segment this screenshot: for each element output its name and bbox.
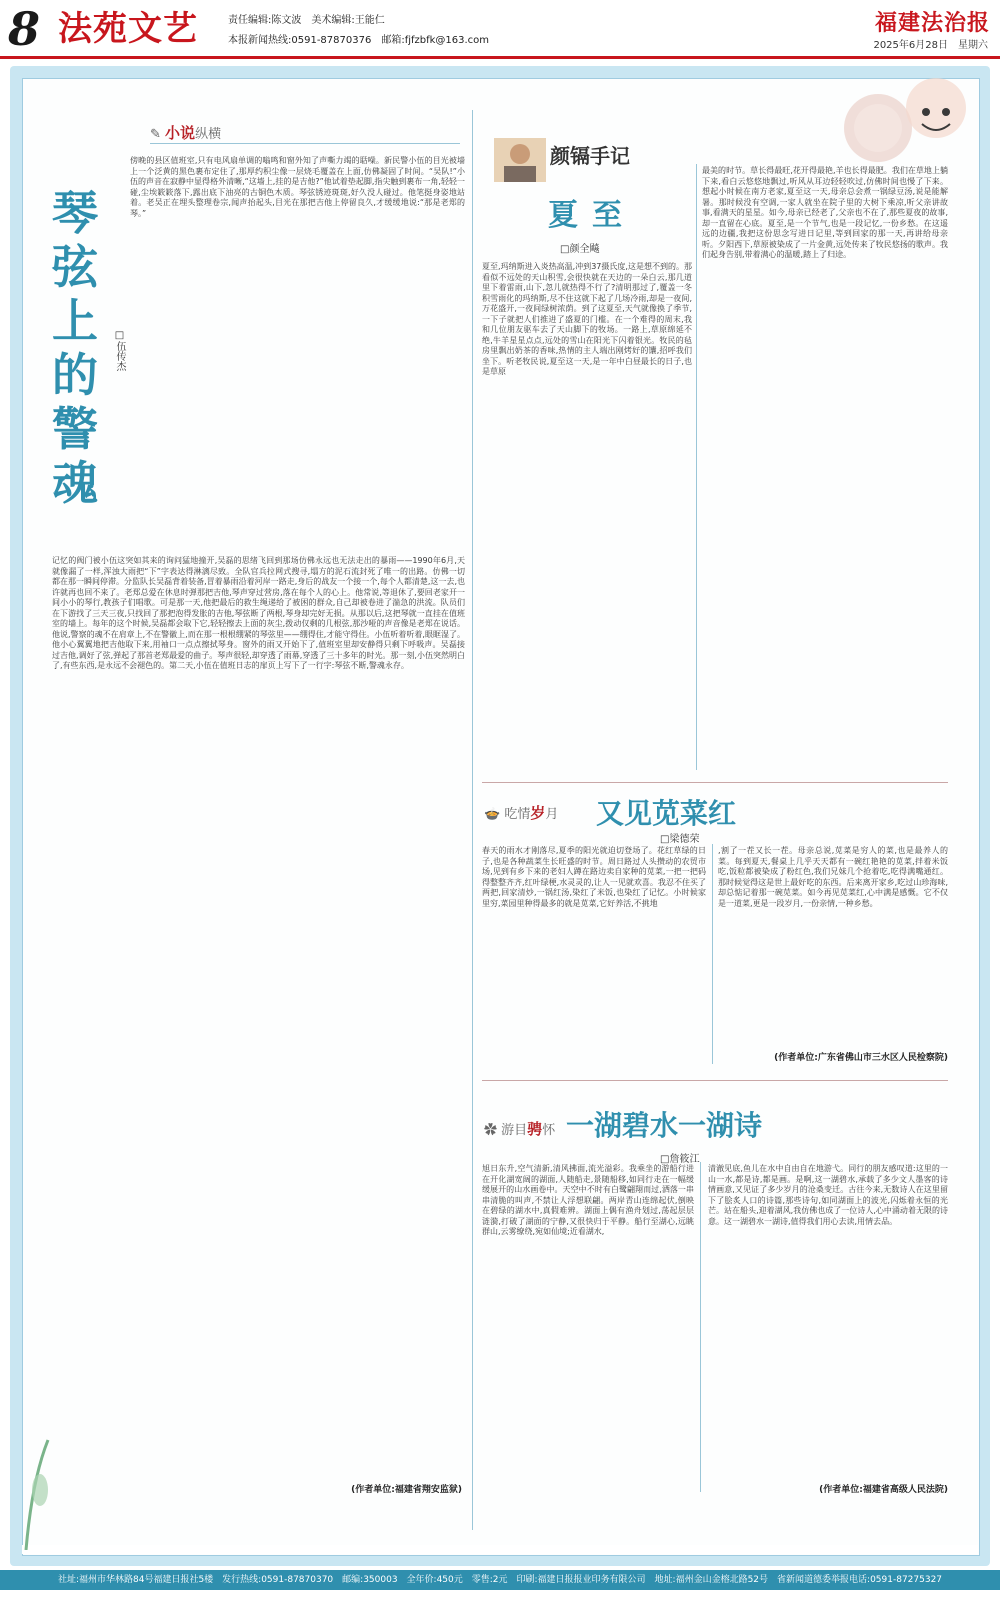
header-rule: [0, 56, 1000, 59]
story4-text-col2: 清澈见底,鱼儿在水中自由自在地游弋。同行的朋友感叹道:这里的一山一水,都是诗,都是画。是啊,这一湖碧水,承载了多少文人墨客的诗情画意,又见证了多少岁月的沧桑变迁。古往今来,无数诗人在这里留下了脍炙人口的诗篇,那些诗句,如同湖面上的波光,闪烁着永恒的光芒。站在船头,迎着湖风,我仿佛也成了一位诗人,心中涌动着无限的诗意。这一湖碧水一湖诗,值得我们用心去读,用情去品。: [708, 1164, 948, 1226]
story3-col-divider: [712, 844, 713, 1064]
section-prefix: 小说: [165, 124, 196, 142]
title-char: 上: [52, 294, 98, 348]
contact-line: 本报新闻热线:0591-87870376 邮箱:fjfzbfk@163.com: [228, 35, 490, 46]
section-prefix: 吃情: [504, 807, 531, 822]
section-mid: 岁: [530, 804, 546, 822]
section-suffix: 怀: [542, 1123, 556, 1138]
bowl-icon: 🍲: [484, 807, 501, 822]
story1-title: [48, 186, 102, 510]
story3-text-col2: ,割了一茬又长一茬。母亲总说,苋菜是穷人的菜,也是最养人的菜。每到夏天,餐桌上几乎天天都有一碗红艳艳的苋菜,拌着米饭吃,饭粒都被染成了粉红色,我们兄妹几个抢着吃,吃得满嘴通红。那时候觉得这是世上最好吃的东西。后来离开家乡,吃过山珍海味,却总惦记着那一碗苋菜。如今再见苋菜红,心中满是感慨。它不仅是一道菜,更是一段岁月,一份亲情,一种乡愁。: [718, 846, 948, 908]
title-char: 弦: [52, 240, 98, 294]
separator-2: [482, 1080, 948, 1081]
story2-author: □颜全飚: [560, 244, 600, 255]
story4-title: 一湖碧水一湖诗: [566, 1109, 763, 1142]
section-suffix: 纵横: [195, 127, 222, 142]
section-suffix: 月: [545, 807, 559, 822]
story2-title: 夏至: [548, 198, 636, 233]
story3-title: 又见苋菜红: [596, 797, 737, 830]
section-label-travel: [484, 1118, 555, 1139]
title-char: 魂: [52, 456, 98, 510]
story4-signature: (作者单位:福建省高级人民法院): [819, 1485, 948, 1495]
story1-signature: (作者单位:福建省翔安监狱): [351, 1485, 462, 1495]
editors-line: 责任编辑:陈文波 美术编辑:王能仁: [228, 15, 385, 26]
footer-bar: 社址:福州市华林路84号福建日报社5楼 发行热线:0591-87870370 邮编:350003 全年价:450元 零售:2元 印刷:福建日报报业印务有限公司 地址:福州金山金榕北路52号 省新闻道德委举报电话:0591-87275327: [0, 1570, 1000, 1590]
story2-text-col1: 夏至,玛纳斯进入炎热高温,冲到37摄氏度,这是想不到的。那看似不远处的天山积雪,会很快就在天边的一朵白云,那几道里下着雷雨,山下,忽儿就热得不行了?清明那过了,覆盖一冬积雪雨化的玛纳斯,尽不住这就下起了几场冷雨,却是一夜间,万花盛开,一夜间绿树浓荫。到了这夏至,天气就像换了季节,一下子就把人们推进了盛夏的门槛。在一个难得的周末,我和几位朋友驱车去了天山脚下的牧场。一路上,草原绵延不绝,牛羊星星点点,远处的雪山在阳光下闪着银光。牧民的毡房里飘出奶茶的香味,热情的主人端出刚烤好的馕,招呼我们坐下。听老牧民说,夏至这一天,是一年中白昼最长的日子,也是草原: [482, 262, 692, 376]
title-char: 警: [52, 402, 98, 456]
quill-icon: ✎: [150, 127, 161, 142]
newspaper-logo: 福建法治报: [874, 10, 990, 36]
column-divider: [472, 110, 473, 1530]
section-label-novel: [150, 122, 221, 143]
story1-lead-text: 傍晚的县区值班室,只有电风扇单调的嗡鸣和窗外知了声嘶力竭的聒噪。新民警小伍的目光被墙上一个泛黄的黑色裹布定住了,那厚约积尘像一层烧毛覆盖在上面,仿佛凝固了时间。“吴队!”小伍的声音在寂静中显得格外清晰,“这墙上,挂的是吉他?”他试着垫起脚,指尖触到裹布一角,轻轻一碰,尘埃簌簌落下,露出底下油亮的古铜色木质。琴弦锈迹斑斑,好久没人碰过。他笔挺身姿地站着。老吴正在埋头整理卷宗,闻声抬起头,目光在那把吉他上停留良久,才缓缓地说:“那是老郑的琴。”: [130, 156, 465, 218]
issue-date: 2025年6月28日 星期六: [873, 40, 988, 51]
story4-col-divider: [700, 1162, 701, 1492]
story3-text-col1: 春天的雨水才刚落尽,夏季的阳光就迫切登场了。花红草绿的日子,也是各种蔬菜生长旺盛的时节。周日路过人头攒动的农贸市场,见到有乡下来的老妇人蹲在路边卖自家种的苋菜,一把一把码得整整齐齐,红叶绿梗,水灵灵的,让人一见就欢喜。我忍不住买了两把,回家清炒,一锅红汤,染红了米饭,也染红了记忆。小时候家里穷,菜园里种得最多的就是苋菜,它好养活,不挑地: [482, 846, 706, 908]
frame-bottom-strip: [22, 1545, 978, 1554]
story3-signature: (作者单位:广东省佛山市三水区人民检察院): [774, 1053, 948, 1063]
title-char: 琴: [52, 186, 98, 240]
story3-author: □梁德荣: [660, 834, 700, 845]
section-underline: [150, 143, 460, 144]
page-title: 法苑文艺: [58, 9, 198, 49]
section-mid: 骋: [527, 1120, 543, 1138]
story1-author: □伍传杰: [114, 330, 125, 371]
author-portrait-icon: [494, 138, 546, 182]
section-label-food: [484, 802, 558, 823]
story2-text-col2: 最美的时节。草长得最旺,花开得最艳,羊也长得最肥。我们在草地上躺下来,看白云悠悠地飘过,听风从耳边轻轻吹过,仿佛时间也慢了下来。想起小时候在南方老家,夏至这一天,母亲总会煮一锅绿豆汤,说是能解暑。那时候没有空调,一家人就坐在院子里的大树下乘凉,听父亲讲故事,看满天的星星。如今,母亲已经老了,父亲也不在了,那些夏夜的故事,却一直留在心底。夏至,是一个节气,也是一段记忆,一份乡愁。在这遥远的边疆,我把这份思念写进日记里,等到回家的那一天,再讲给母亲听。夕阳西下,草原被染成了一片金黄,远处传来了牧民悠扬的歌声。我们起身告别,带着满心的温暖,踏上了归途。: [702, 166, 948, 259]
page-number: 8: [8, 2, 41, 56]
title-char: 的: [52, 348, 98, 402]
story4-text-col1: 旭日东升,空气清新,清风拂面,流光溢彩。我乘坐的游船行进在开化湖宽阔的湖面,人随船走,景随船移,如同行走在一幅缓缓展开的山水画卷中。天空中不时有白鹭翩翔而过,洒落一串串清脆的叫声,不禁让人浮想联翩。两岸青山连绵起伏,倒映在碧绿的湖水中,真假难辨。湖面上偶有渔舟划过,荡起层层涟漪,打破了湖面的宁静,又很快归于平静。船行至湖心,远眺群山,云雾缭绕,宛如仙境;近看湖水,: [482, 1164, 694, 1236]
story2-col-divider: [696, 164, 697, 770]
lantern-icon: ✿: [484, 1123, 498, 1138]
separator-1: [482, 782, 948, 783]
story4-author: □詹筱江: [660, 1154, 700, 1165]
decorative-leaf-icon: [22, 1380, 52, 1550]
column-name: 颜镉手记: [550, 144, 630, 168]
story1-body-text: 记忆的阀门被小伍这突如其来的询问猛地撞开,吴磊的思绪飞回到那场仿佛永远也无法走出的暴雨——1990年6月,天就像漏了一样,浑浊大雨把“下”字表达得淋漓尽致。全队官兵拉网式搜寻,塌方的泥石流封死了唯一的出路。仿佛一切都在那一瞬间停滞。分监队长吴磊背着装备,冒着暴雨沿着河岸一路走,身后的战友一个接一个,每个人都清楚,这一去,也许就再也回不来了。老郑总爱在休息时弹那把吉他,琴声穿过营房,落在每个人的心上。他常说,等退休了,要回老家开一间小小的琴行,教孩子们唱歌。可是那一天,他把最后的救生绳递给了被困的群众,自己却被卷进了湍急的洪流。队员们在下游找了三天三夜,只找回了那把泡得发胀的吉他,琴弦断了两根,琴身却完好无损。从那以后,这把琴就一直挂在值班室的墙上。每年的这个时候,吴磊都会取下它,轻轻擦去上面的灰尘,拨动仅剩的几根弦,那沙哑的声音像是老郑在说话。他说,警察的魂不在肩章上,不在警徽上,而在那一根根绷紧的琴弦里——绷得住,才能守得住。小伍听着听着,眼眶湿了。他小心翼翼地把吉他取下来,用袖口一点点擦拭琴身。窗外的雨又开始下了,值班室里却安静得只剩下呼吸声。吴磊接过吉他,调好了弦,弹起了那首老郑最爱的曲子。琴声很轻,却穿透了雨幕,穿透了三十多年的时光。那一刻,小伍突然明白了,有些东西,是永远不会褪色的。第二天,小伍在值班日志的扉页上写下了一行字:琴弦不断,警魂永存。: [52, 556, 465, 670]
section-prefix: 游目: [501, 1123, 528, 1138]
